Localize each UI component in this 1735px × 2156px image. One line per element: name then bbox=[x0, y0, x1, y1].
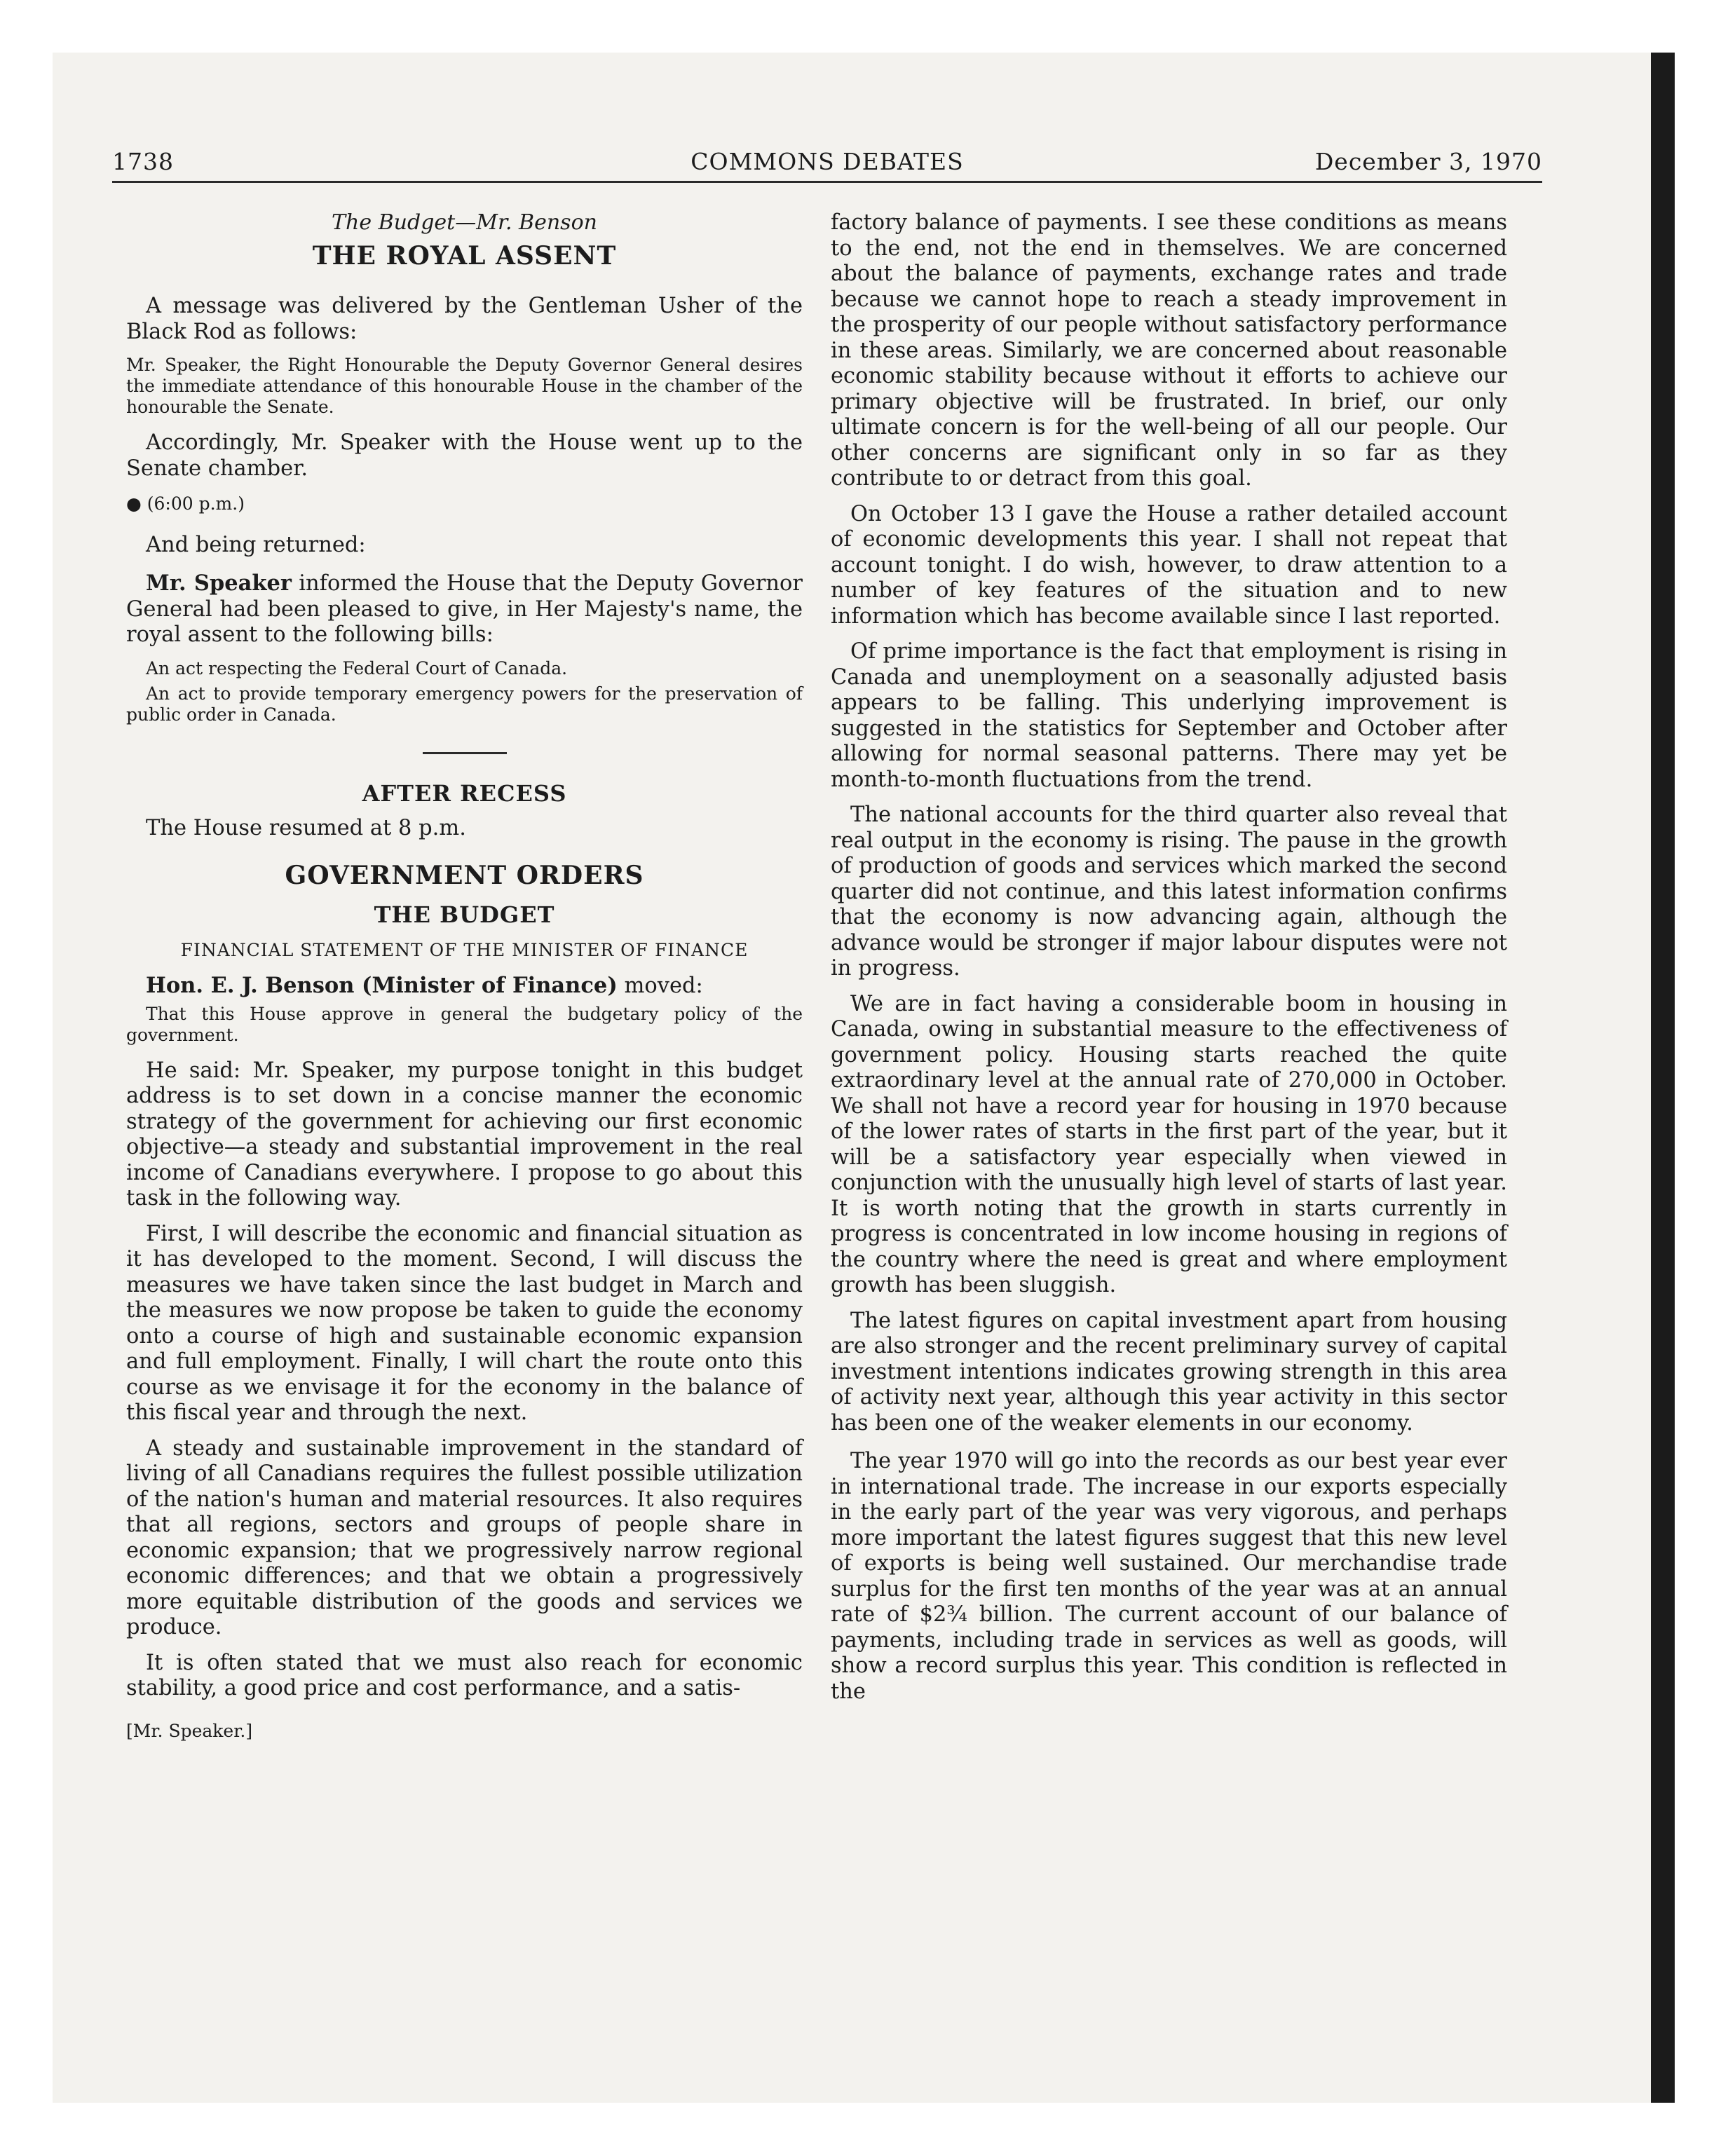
page-number: 1738 bbox=[112, 148, 174, 175]
paragraph: It is often stated that we must also reach for economic stability, a good price and cost performance, and a satis- bbox=[126, 1650, 803, 1700]
paragraph: factory balance of payments. I see these conditions as means to the end, not the end in themselves. We are concerned about the balance of payments, exchange rates and trade because we cannot hope to reach a steady improvement in the prosperity of our people without satisfactory performance in these areas. Similarly, we are concerned about reasonable economic stability because without it efforts to achieve our primary objective will be frustrated. In brief, our only ultimate concern is for the well-being of all our people. Our other concerns are significant only in so far as they contribute to or detract from this goal. bbox=[831, 210, 1507, 491]
bill-title: An act respecting the Federal Court of Canada. bbox=[146, 657, 568, 678]
motion-intro bbox=[126, 973, 803, 999]
government-orders-heading: GOVERNMENT ORDERS bbox=[285, 860, 644, 890]
scan-edge bbox=[1651, 53, 1675, 2103]
paragraph: A message was delivered by the Gentleman Usher of the Black Rod as follows: bbox=[126, 294, 803, 344]
paragraph: The year 1970 will go into the records as our best year ever in international trade. The increase in our exports especially in the early part of the year was very vigorous, and perhaps more important the latest figures suggest that this new level of exports is being well sustained. Our merchandise trade surplus for the first ten months of the year was at an annual rate of $2¾ billion. The current account of our balance of payments, including trade in services as well as goods, will show a record surplus this year. This condition is reflected in the bbox=[831, 1449, 1507, 1704]
speaker-note: [Mr. Speaker.] bbox=[126, 1720, 253, 1741]
header-rule bbox=[112, 181, 1542, 183]
paragraph bbox=[126, 571, 803, 648]
mover-name: Hon. E. J. Benson (Minister of Finance) bbox=[146, 973, 618, 998]
paragraph: And being returned: bbox=[146, 532, 366, 557]
right-column bbox=[831, 210, 1507, 1714]
running-head: The Budget—Mr. Benson bbox=[332, 210, 597, 235]
royal-assent-heading: THE ROYAL ASSENT bbox=[312, 240, 617, 271]
time-marker: ● (6:00 p.m.) bbox=[126, 493, 245, 514]
left-column bbox=[126, 210, 803, 1754]
budget-heading: THE BUDGET bbox=[374, 901, 555, 928]
quoted-message: Mr. Speaker, the Right Honourable the Deputy Governor General desires the immediate attendance of this honourable House in the chamber of the honourable the Senate. bbox=[126, 355, 803, 417]
bill-title: An act to provide temporary emergency powers for the preservation of public order in Canada. bbox=[126, 683, 803, 725]
moved-text: moved: bbox=[617, 974, 703, 998]
page-header bbox=[112, 135, 1542, 184]
paragraph: Of prime importance is the fact that employment is rising in Canada and unemployment on a seasonally adjusted basis appears to be falling. This underlying improvement is suggested in the statistics for September and October after allowing for normal seasonal patterns. There may yet be month-to-month fluctuations from the trend. bbox=[831, 639, 1507, 792]
paragraph: A steady and sustainable improvement in the standard of living of all Canadians requires the fullest possible utilization of the nation's human and material resources. It also requires that all regions, sectors and groups of people share in economic expansion; that we progressively narrow regional economic differences; and that we obtain a progressively more equitable distribution of the goods and services we produce. bbox=[126, 1435, 803, 1639]
paragraph: He said: Mr. Speaker, my purpose tonight in this budget address is to set down in a concise manner the economic strategy of the government for achieving our first economic objective—a steady and substantial improvement in the real income of Canadians everywhere. I propose to go about this task in the following way. bbox=[126, 1058, 803, 1210]
paragraph: The House resumed at 8 p.m. bbox=[146, 816, 466, 840]
section-divider bbox=[423, 752, 507, 754]
paragraph: We are in fact having a considerable boom in housing in Canada, owing in substantial measure to the effectiveness of government policy. Housing starts reached the quite extraordinary level at the annual rate of 270,000 in October. We shall not have a record year for housing in 1970 because of the lower rates of starts in the first part of the year, but it will be a satisfactory year especially when viewed in conjunction with the unusually high level of starts of last year. It is worth noting that the growth in starts currently in progress is concentrated in low income housing in regions of the country where the need is great and where employment growth has been sluggish. bbox=[831, 991, 1507, 1297]
publication-title: COMMONS DEBATES bbox=[690, 148, 964, 175]
issue-date: December 3, 1970 bbox=[1314, 148, 1542, 175]
paragraph: The latest figures on capital investment apart from housing are also stronger and the recent preliminary survey of capital investment intentions indicates growing strength in this area of activity next year, although this year activity in this sector has been one of the weaker elements in our economy. bbox=[831, 1308, 1507, 1435]
financial-statement-heading: FINANCIAL STATEMENT OF THE MINISTER OF FINANCE bbox=[180, 939, 749, 960]
paragraph: The national accounts for the third quarter also reveal that real output in the economy is rising. The pause in the growth of production of goods and services which marked the second quarter did not continue, and this latest information confirms that the economy is now advancing again, although the advance would be stronger if major labour disputes were not in progress. bbox=[831, 803, 1507, 981]
paragraph: On October 13 I gave the House a rather detailed account of economic developments this year. I shall not repeat that account tonight. I do wish, however, to draw attention to a number of key features of the situation and to new information which has become available since I last reported. bbox=[831, 501, 1507, 629]
after-recess-heading: AFTER RECESS bbox=[362, 779, 567, 807]
paragraph-text: informed the House that the Deputy Governor General had been pleased to give, in Her Majesty's name, the royal assent to the following bills: bbox=[126, 571, 803, 647]
paragraph: Accordingly, Mr. Speaker with the House went up to the Senate chamber. bbox=[126, 430, 803, 481]
paragraph: First, I will describe the economic and financial situation as it has developed to the moment. Second, I will discuss the measures we have taken since the last budget in March and the measures we now propose be taken to guide the economy onto a course of high and sustainable economic expansion and full employment. Finally, I will chart the route onto this course as we envisage it for the economy in the balance of this fiscal year and through the next. bbox=[126, 1221, 803, 1425]
speaker-name: Mr. Speaker bbox=[146, 571, 292, 596]
motion-text: That this House approve in general the budgetary policy of the government. bbox=[126, 1003, 803, 1045]
